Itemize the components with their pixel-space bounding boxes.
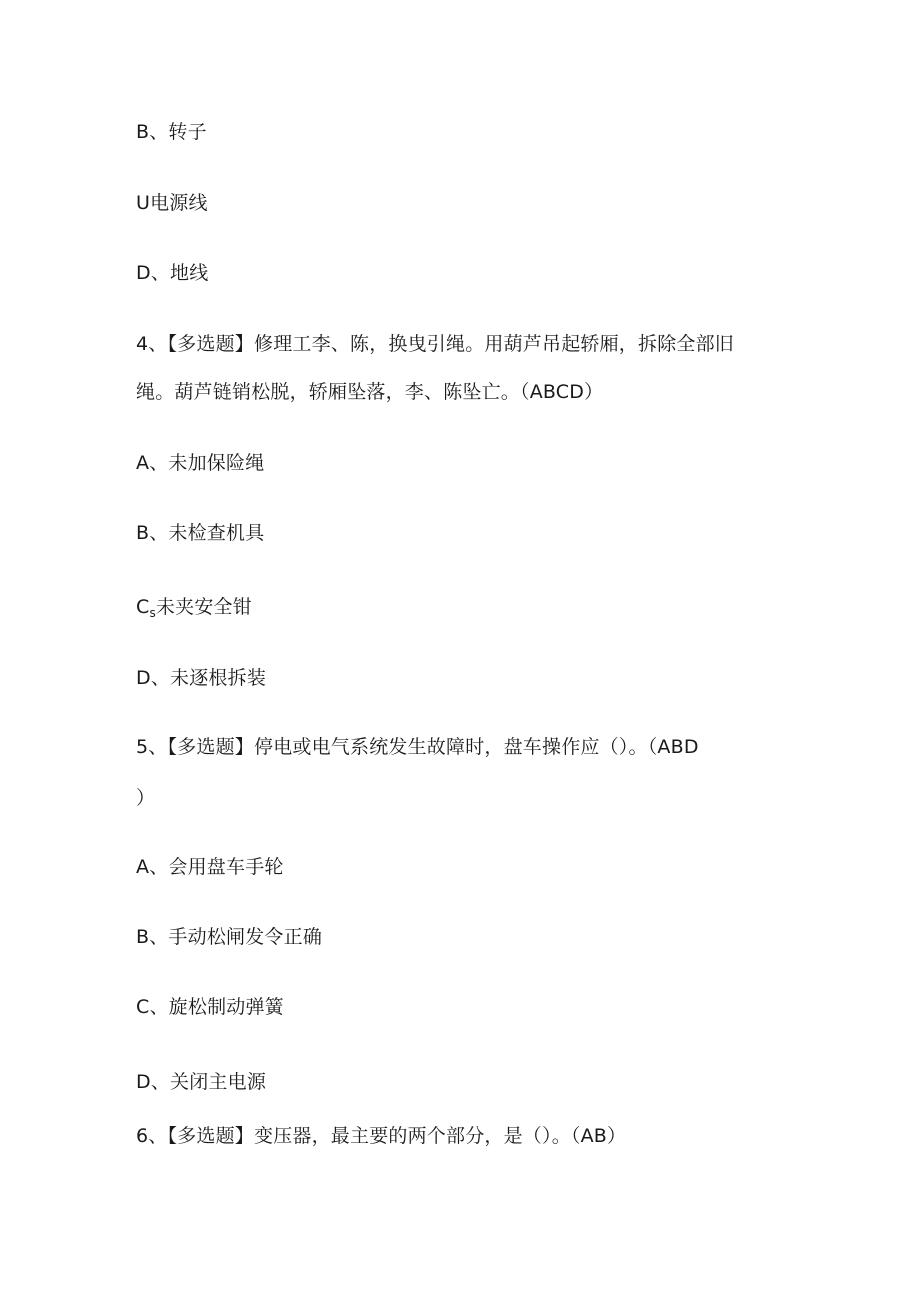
q5-option-a: A、会用盘车手轮 xyxy=(136,856,284,878)
q6-stem-line1: 6、【多选题】变压器，最主要的两个部分，是（）。（AB） xyxy=(136,1125,627,1147)
q5-option-b: B、手动松闸发令正确 xyxy=(136,926,323,948)
q4-stem-line2: 绳。葫芦链销松脱，轿厢坠落，李、陈坠亡。（ABCD） xyxy=(136,381,604,403)
q4-option-c-text: 未夹安全钳 xyxy=(155,596,252,618)
q5-option-d: D、关闭主电源 xyxy=(136,1071,267,1093)
q5-option-c: C、旋松制动弹簧 xyxy=(136,996,284,1018)
q4-option-a: A、未加保险绳 xyxy=(136,452,265,474)
q4-option-c-sub: s xyxy=(149,606,156,620)
q5-stem-line1: 5、【多选题】停电或电气系统发生故障时，盘车操作应（）。（ABD xyxy=(136,736,699,758)
q3-option-d: D、地线 xyxy=(136,262,209,284)
q4-option-c-prefix: C xyxy=(136,596,150,618)
q4-stem-line1: 4、【多选题】修理工李、陈，换曳引绳。用葫芦吊起轿厢，拆除全部旧 xyxy=(136,333,734,355)
q3-option-b: B、转子 xyxy=(136,121,207,143)
q4-option-d: D、未逐根拆装 xyxy=(136,667,267,689)
q4-option-c xyxy=(136,595,252,625)
q3-option-c: U电源线 xyxy=(136,192,208,214)
q4-option-b: B、未检查机具 xyxy=(136,522,265,544)
q5-stem-line2: ） xyxy=(136,787,156,809)
